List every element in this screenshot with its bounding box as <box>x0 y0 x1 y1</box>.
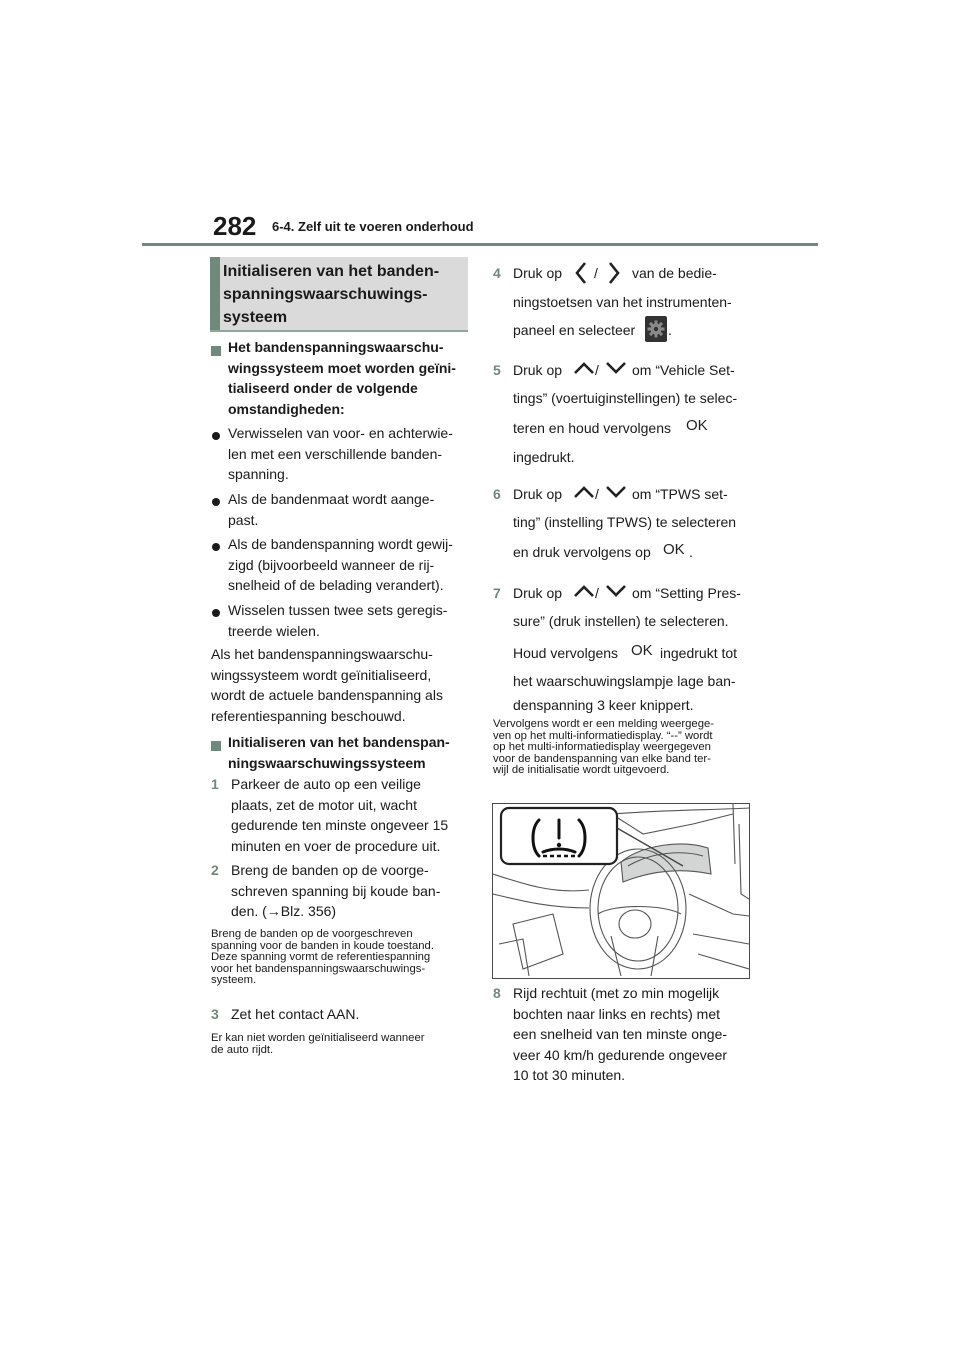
bullet-icon <box>212 609 220 617</box>
ok-button-icon: OK <box>631 642 653 659</box>
step-number: 8 <box>493 985 501 1001</box>
section-title <box>223 260 463 329</box>
heading-square-icon <box>211 741 221 751</box>
step-1-text <box>231 774 469 856</box>
step-line: Breng de banden op de voorge- <box>231 862 429 878</box>
step-7-line-5: denspanning 3 keer knippert. <box>513 697 694 713</box>
step-line: Zet het contact AAN. <box>231 1006 360 1022</box>
step-number: 5 <box>493 362 501 378</box>
note-line: voor de bandenspanning van elke band ter- <box>493 752 711 765</box>
step-line: schreven spanning bij koude ban- <box>231 882 441 899</box>
step-5-slash: / <box>595 362 599 378</box>
subheading-circumstances <box>228 337 468 419</box>
section-title-line: systeem <box>223 309 288 326</box>
note-line: op het multi-informatiedisplay weergegeven <box>493 741 711 754</box>
step-7-line-3: Houd vervolgens <box>513 645 619 661</box>
paragraph-line: Als het bandenspanningswaarschu- <box>211 646 433 662</box>
note-step-7 <box>493 719 751 777</box>
right-arrow-icon <box>608 262 620 284</box>
section-title-line: spanningswaarschuwings- <box>223 286 428 303</box>
note-line: ven op het multi-informatiedisplay. “--” wordt <box>493 729 713 742</box>
step-7-slash: / <box>595 585 599 601</box>
step-8-text <box>513 983 753 1086</box>
ok-button-icon: OK <box>663 541 685 558</box>
bullet-line: snelheid of de belading verandert). <box>228 577 444 593</box>
step-4-line-3: paneel en selecteer <box>513 322 636 338</box>
step-5-line-1-start: Druk op <box>513 362 563 378</box>
step-6-line-1-end: om “TPWS set- <box>632 486 728 502</box>
step-line: veer 40 km/h gedurende ongeveer <box>513 1046 728 1063</box>
step-number: 3 <box>211 1006 219 1022</box>
bullet-item <box>228 423 468 485</box>
step-line: 10 tot 30 minuten. <box>513 1067 626 1083</box>
bullet-line: treerde wielen. <box>228 622 320 639</box>
note-line: systeem. <box>211 974 257 987</box>
down-arrow-icon <box>606 486 626 498</box>
step-6-line-1-start: Druk op <box>513 486 563 502</box>
step-number: 2 <box>211 862 219 878</box>
step-5-line-4: ingedrukt. <box>513 449 575 465</box>
step-3-text <box>231 1004 469 1025</box>
step-7-line-1-start: Druk op <box>513 585 563 601</box>
paragraph-line: referentiespanning beschouwd. <box>211 707 406 724</box>
step-line: minuten en voer de procedure uit. <box>231 837 441 854</box>
bullet-line: spanning. <box>228 466 289 482</box>
bullet-line: Wisselen tussen twee sets geregis- <box>228 602 448 618</box>
bullet-item <box>228 534 468 596</box>
paragraph-line: wordt de actuele bandenspanning als <box>211 687 443 703</box>
step-6-line-3: en druk vervolgens op <box>513 544 651 560</box>
subheading-initialize <box>228 732 468 773</box>
step-6-line-3-end: . <box>689 544 693 560</box>
step-5-line-1-end: om “Vehicle Set- <box>632 362 735 378</box>
bullet-icon <box>212 498 220 506</box>
bullet-icon <box>212 543 220 551</box>
step-4-line-1-end: van de bedie- <box>632 265 717 281</box>
bullet-item <box>228 489 468 530</box>
note-line: Vervolgens wordt er een melding weergege- <box>493 718 715 730</box>
section-title-box <box>210 257 468 332</box>
heading-line: wingssysteem moet worden geïni- <box>228 359 456 376</box>
step-6-line-2: ting” (instelling TPWS) te selecteren <box>513 514 737 530</box>
running-head: 6-4. Zelf uit te voeren onderhoud <box>272 219 474 234</box>
bullet-line: Als de bandenspanning wordt gewij- <box>228 536 453 552</box>
bullet-line: len met een verschillende banden- <box>228 445 443 462</box>
note-line: Breng de banden op de voorgeschreven <box>211 928 413 940</box>
step-line: plaats, zet de motor uit, wacht <box>231 796 417 813</box>
note-step-2 <box>211 929 469 987</box>
step-number: 4 <box>493 265 501 281</box>
header-rule <box>142 243 818 246</box>
down-arrow-icon <box>606 585 626 597</box>
step-7-line-1-end: om “Setting Pres- <box>632 585 741 601</box>
step-5-line-2: tings” (voertuiginstellingen) te selec- <box>513 390 738 406</box>
note-step-3 <box>211 1033 469 1056</box>
paragraph-line: wingssysteem wordt geïnitialiseerd, <box>211 666 432 683</box>
heading-line: tialiseerd onder de volgende <box>228 380 418 396</box>
note-line: Deze spanning vormt de referentiespanning <box>211 951 431 964</box>
step-7-line-2: sure” (druk instellen) te selecteren. <box>513 613 729 629</box>
step-2-text <box>231 860 469 922</box>
down-arrow-icon <box>606 362 626 374</box>
bullet-line: Verwisselen van voor- en achterwie- <box>228 425 453 441</box>
section-accent-bar <box>210 257 220 330</box>
bullet-line: Als de bandenmaat wordt aange- <box>228 491 435 507</box>
left-arrow-icon <box>575 262 587 284</box>
step-line: Rijd rechtuit (met zo min mogelijk <box>513 985 720 1001</box>
step-line: gedurende ten minste ongeveer 15 <box>231 817 449 833</box>
settings-gear-icon <box>645 316 667 342</box>
step-4-line-1-start: Druk op <box>513 265 563 281</box>
paragraph-reference-pressure <box>211 644 469 726</box>
heading-line: Initialiseren van het bandenspan- <box>228 734 450 750</box>
bullet-item <box>228 600 468 641</box>
bullet-line: zigd (bijvoorbeeld wanneer de rij- <box>228 556 435 573</box>
note-line: Er kan niet worden geïnitialiseerd wanneer <box>211 1032 425 1044</box>
note-line: de auto rijdt. <box>211 1043 274 1056</box>
step-7-line-4: het waarschuwingslampje lage ban- <box>513 673 736 689</box>
heading-line: Het bandenspanningswaarschu- <box>228 339 444 355</box>
note-line: voor het bandenspanningswaarschuwings- <box>211 962 426 975</box>
page-number: 282 <box>213 211 257 241</box>
bullet-icon <box>212 432 220 440</box>
step-line: den. (→Blz. 356) <box>231 903 337 919</box>
ok-button-icon: OK <box>686 417 708 434</box>
up-arrow-icon <box>574 585 594 597</box>
note-line: wijl de initialisatie wordt uitgevoerd. <box>493 764 670 777</box>
dashboard-illustration <box>492 803 750 979</box>
step-4-slash: / <box>594 265 598 281</box>
step-number: 6 <box>493 486 501 502</box>
heading-line: ningswaarschuwingssysteem <box>228 754 426 771</box>
step-line: bochten naar links en rechts) met <box>513 1005 720 1022</box>
step-line: een snelheid van ten minste onge- <box>513 1026 728 1042</box>
step-number: 7 <box>493 585 501 601</box>
bullet-line: past. <box>228 511 259 528</box>
section-title-line: Initialiseren van het banden- <box>223 263 440 280</box>
step-number: 1 <box>211 776 219 792</box>
step-5-line-3: teren en houd vervolgens <box>513 420 671 436</box>
step-4-line-3-end: . <box>668 322 672 338</box>
heading-line: omstandigheden: <box>228 400 345 417</box>
up-arrow-icon <box>574 486 594 498</box>
step-line: Parkeer de auto op een veilige <box>231 776 421 792</box>
up-arrow-icon <box>574 362 594 374</box>
step-6-slash: / <box>595 486 599 502</box>
step-4-line-2: ningstoetsen van het instrumenten- <box>513 294 732 310</box>
note-line: spanning voor de banden in koude toestand. <box>211 939 434 952</box>
heading-square-icon <box>211 346 221 356</box>
step-7-line-3-end: ingedrukt tot <box>660 645 738 661</box>
